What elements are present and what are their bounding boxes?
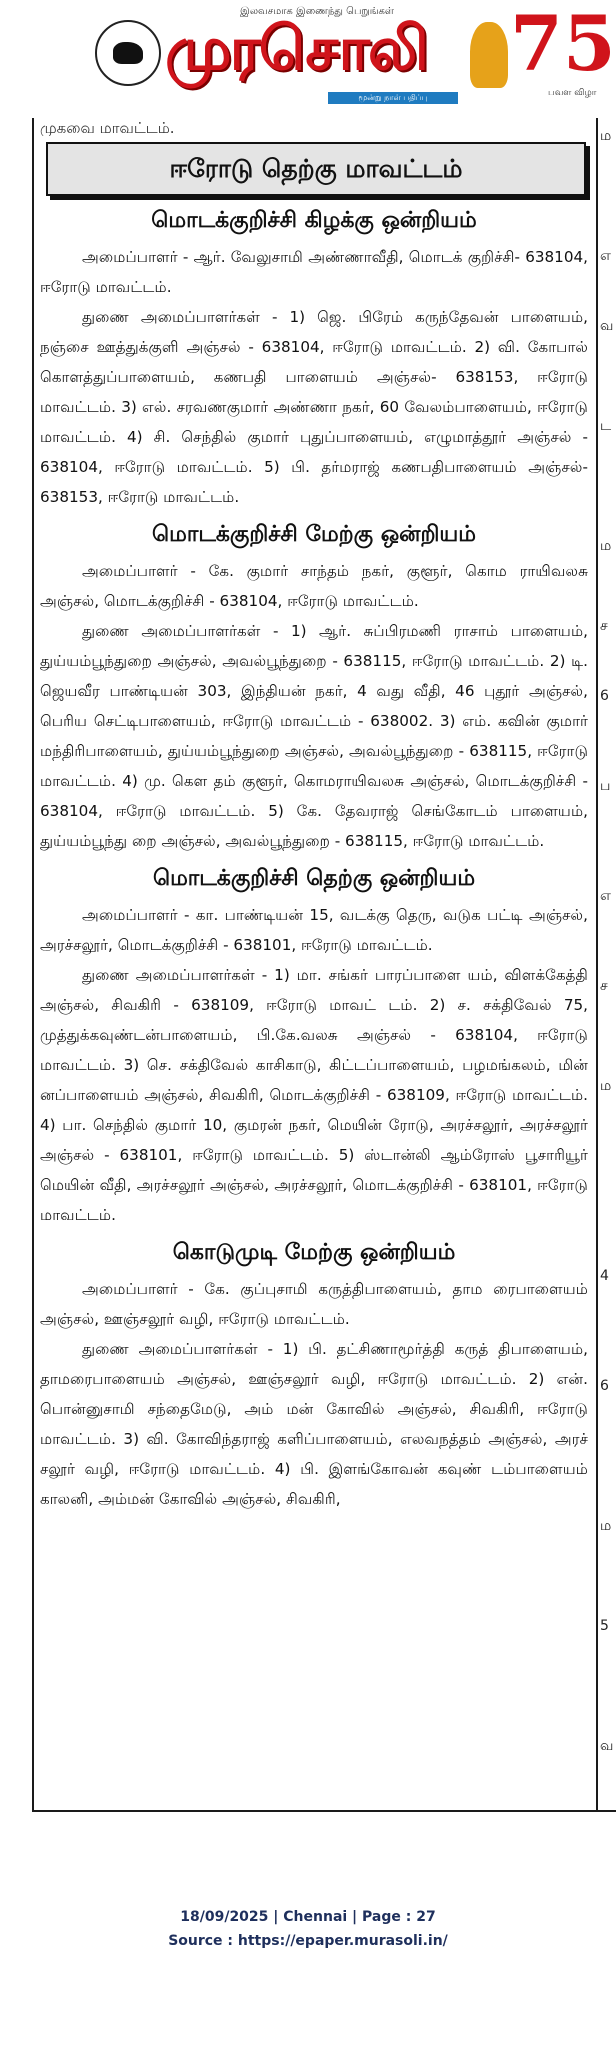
adjacent-letter: எ bbox=[600, 888, 611, 904]
page-footer bbox=[0, 1905, 616, 1953]
anniversary-number: 75 bbox=[510, 0, 616, 88]
deputy-organizers-paragraph: துணை அமைப்பாளர்கள் - 1) ஆர். சுப்பிரமணி ராசாம் பாளையம், துய்யம்பூந்துறை அஞ்சல், அவல்பூந்துறை - 638115, ஈரோடு மாவட்டம். 2) டி. ஜெயவீர பாண்டியன் 303, இந்தியன் நகர், 4 வது வீதி, 46 புதூர் அஞ்சல், பெரிய செட்டிபாளையம், ஈரோடு மாவட்டம் - 638002. 3) எம். கவின் குமார் மந்திரிபாளையம், துய்யம்பூந்துறை அஞ்சல், அவல்பூந்துறை - 638115, ஈரோடு மாவட்டம். 4) மு. கௌ தம் குளூர், கொமராயிவலசு அஞ்சல், மொடக்குறிச்சி - 638104, ஈரோடு மாவட்டம். 5) கே. தேவராஜ் செங்கோடம் பாளையம், துய்யம்பூந்து றை அஞ்சல், அவல்பூந்துறை - 638115, ஈரோடு மாவட்டம். bbox=[40, 622, 588, 850]
district-title: ஈரோடு தெற்கு மாவட்டம் bbox=[46, 142, 586, 196]
column-rule-left bbox=[32, 118, 34, 1810]
adjacent-letter: ச bbox=[600, 618, 608, 634]
adjacent-letter: 6 bbox=[600, 688, 609, 704]
article-column bbox=[40, 118, 588, 1514]
edition-info: 18/09/2025 | Chennai | Page : 27 bbox=[180, 1909, 436, 1925]
organizer-paragraph: அமைப்பாளர் - கே. குப்புசாமி கருத்திபாளையம், தாம ரைபாளையம் அஞ்சல், ஊஞ்சலூர் வழி, ஈரோடு மாவட்டம். bbox=[40, 1280, 588, 1328]
union-section bbox=[40, 864, 588, 1230]
union-section bbox=[40, 206, 588, 512]
adjacent-column-fragment bbox=[598, 118, 616, 1810]
adjacent-letter: 4 bbox=[600, 1268, 609, 1284]
adjacent-letter: வ bbox=[600, 318, 614, 334]
previous-article-fragment: முகவை மாவட்டம். bbox=[40, 119, 175, 136]
union-heading: மொடக்குறிச்சி கிழக்கு ஒன்றியம் bbox=[151, 208, 477, 233]
adjacent-letter: எ bbox=[600, 248, 611, 264]
organizer-paragraph: அமைப்பாளர் - கே. குமார் சாந்தம் நகர், குளூர், கொம ராயிவலசு அஞ்சல், மொடக்குறிச்சி - 638104, ஈரோடு மாவட்டம். bbox=[40, 562, 588, 610]
adjacent-letter: வ bbox=[600, 1738, 614, 1754]
adjacent-letter: ட bbox=[600, 418, 612, 434]
source-link[interactable]: Source : https://epaper.murasoli.in/ bbox=[168, 1933, 448, 1949]
adjacent-letter: ப bbox=[600, 778, 611, 794]
deputy-organizers-paragraph: துணை அமைப்பாளர்கள் - 1) பி. தட்சிணாமூர்த்தி கருத் திபாளையம், தாமரைபாளையம் அஞ்சல், ஊஞ்சலூர் வழி, ஈரோடு மாவட்டம். 2) என். பொன்னுசாமி சந்தைமேடு, அம் மன் கோவில் அஞ்சல், சிவகிரி, ஈரோடு மாவட்டம். 3) வி. கோவிந்தராஜ் களிப்பாளையம், எலவநத்தம் அஞ்சல், அரச் சலூர் வழி, ஈரோடு மாவட்டம். 4) பி. இளங்கோவன் கவுண் டம்பாளையம் காலனி, அம்மன் கோவில் அஞ்சல், சிவகிரி, bbox=[40, 1340, 588, 1508]
column-rule-bottom bbox=[32, 1810, 616, 1812]
deputy-organizers-paragraph: துணை அமைப்பாளர்கள் - 1) மா. சங்கர் பாரப்பாளை யம், விளக்கேத்தி அஞ்சல், சிவகிரி - 638109, ஈரோடு மாவட் டம். 2) ச. சக்திவேல் 75, முத்துக்கவுண்டன்பாளையம், பி.கே.வலசு அஞ்சல் - 638104, ஈரோடு மாவட்டம். 3) செ. சக்திவேல் காசிகாடு, கிட்டப்பாளையம், பழமங்கலம், மின் னப்பாளையம் அஞ்சல், சிவகிரி, மொடக்குறிச்சி - 638109, ஈரோடு மாவட்டம். 4) பா. செந்தில் குமார் 10, குமரன் நகர், மெயின் ரோடு, அரச்சலூர், அரச்சலூர் அஞ்சல் - 638101, ஈரோடு மாவட்டம். 5) ஸ்டான்லி ஆம்ரோஸ் பூசாரியூர் மெயின் வீதி, அரச்சலூர் அஞ்சல், அரச்சலூர், மொடக்குறிச்சி - 638101, ஈரோடு மாவட்டம். bbox=[40, 966, 588, 1224]
masthead bbox=[0, 0, 616, 120]
organizer-paragraph: அமைப்பாளர் - ஆர். வேலுசாமி அண்ணாவீதி, மொடக் குறிச்சி- 638104, ஈரோடு மாவட்டம். bbox=[40, 248, 588, 296]
deputy-organizers-paragraph: துணை அமைப்பாளர்கள் - 1) ஜெ. பிரேம் கருந்தேவன் பாளையம், நஞ்சை ஊத்துக்குளி அஞ்சல் - 638104, ஈரோடு மாவட்டம். 2) வி. கோபால் கொளத்துப்பாளையம், கணபதி பாளையம் அஞ்சல்- 638153, ஈரோடு மாவட்டம். 3) எல். சரவணகுமார் அண்ணா நகர், 60 வேலம்பாளையம், ஈரோடு மாவட்டம். 4) சி. செந்தில் குமார் புதுப்பாளையம், எழுமாத்தூர் அஞ்சல் - 638104, ஈரோடு மாவட்டம். 5) பி. தர்மராஜ் கணபதிபாளையம் அஞ்சல்- 638153, ஈரோடு மாவட்டம். bbox=[40, 308, 588, 506]
masthead-title: முரசொலி bbox=[165, 14, 427, 84]
masthead-tagline: இலவசமாக இணைந்து பெறுங்கள் bbox=[240, 6, 394, 17]
adjacent-letter: ச bbox=[600, 978, 608, 994]
adjacent-letter: ம bbox=[600, 538, 612, 554]
masthead-sub-banner: மூன்று நாள் பதிப்பு bbox=[328, 92, 458, 104]
adjacent-letter: ம bbox=[600, 1518, 612, 1534]
adjacent-letter: 6 bbox=[600, 1378, 609, 1394]
union-section bbox=[40, 520, 588, 856]
union-heading: மொடக்குறிச்சி மேற்கு ஒன்றியம் bbox=[152, 522, 476, 547]
adjacent-letter: 5 bbox=[600, 1618, 609, 1634]
union-section bbox=[40, 1238, 588, 1514]
party-seal-icon bbox=[95, 20, 161, 86]
organizer-paragraph: அமைப்பாளர் - கா. பாண்டியன் 15, வடக்கு தெரு, வடுக பட்டி அஞ்சல், அரச்சலூர், மொடக்குறிச்சி - 638101, ஈரோடு மாவட்டம். bbox=[40, 906, 588, 954]
anniversary-figure-icon bbox=[470, 22, 508, 88]
union-heading: கொடுமுடி மேற்கு ஒன்றியம் bbox=[172, 1240, 456, 1265]
union-heading: மொடக்குறிச்சி தெற்கு ஒன்றியம் bbox=[152, 866, 476, 891]
anniversary-text: பவள விழா bbox=[548, 88, 597, 98]
adjacent-letter: ம bbox=[600, 1078, 612, 1094]
adjacent-letter: ம bbox=[600, 128, 612, 144]
